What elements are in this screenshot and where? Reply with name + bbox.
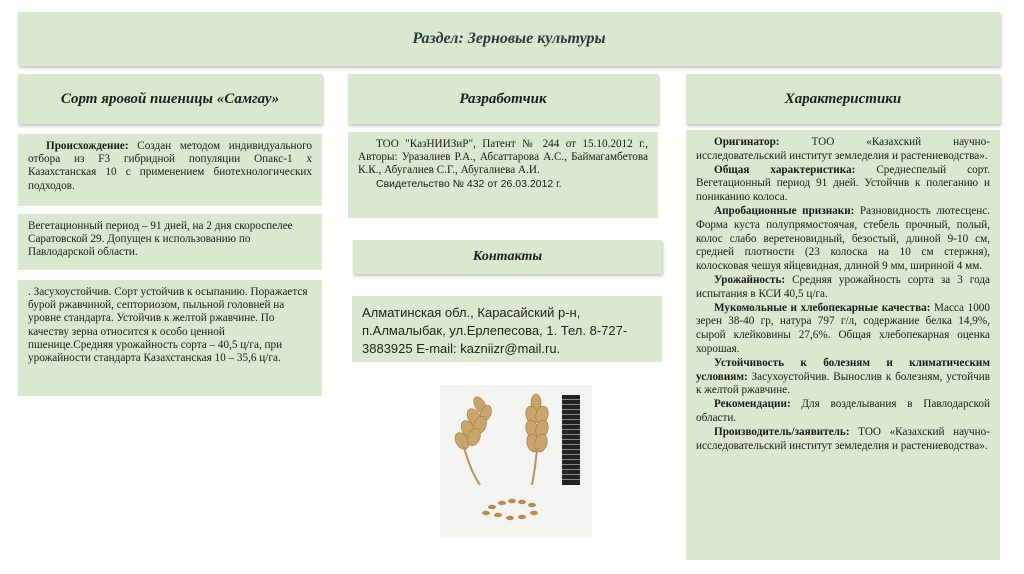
ruler <box>562 395 580 485</box>
characteristic-item: Устойчивость к болезням и климатическим условиям: Засухоустойчив. Вынослив к болезням, устойчив к желтой ржавчине. <box>696 356 990 397</box>
characteristic-item: Урожайность: Средняя урожайность сорта за 3 года испытания в КСИ 40,5 ц/га. <box>696 273 990 300</box>
vegetation-block <box>18 214 322 270</box>
developer-header-text: Разработчик <box>459 90 547 107</box>
variety-header <box>18 74 322 124</box>
section-title <box>18 12 1000 66</box>
characteristics-header <box>686 74 1000 124</box>
section-title-text: Раздел: Зерновые культуры <box>412 30 606 47</box>
contacts-header <box>353 240 662 274</box>
origin-block <box>18 134 322 206</box>
contacts-text: Алматинская обл., Карасайский р-н, п.Алмалыбак, ул.Ерлепесова, 1. Тел. 8-727-3883925 E-mail: kazniizr@mail.ru. <box>362 305 628 356</box>
characteristics-block <box>686 130 1000 560</box>
characteristic-item: Апробационные признаки: Разновидность лютесценс. Форма куста полупрямостоячая, стебель прочный, полый, колос слабо веретеновидный, безостый, длиной 9-10 см, средней плотности (23 колоска на 10 см стержня), колосковая чешуя яйцевидная, длиной 9 мм, шириной 4 мм. <box>696 204 991 273</box>
characteristic-item: Оригинатор: ТОО «Казахский научно-исследовательский институт земледелия и растениеводства». <box>696 136 990 162</box>
wheat-photo <box>440 385 592 537</box>
origin-text: Создан методом индивидуального отбора из F3 гибридной популяции Опакс-1 х Казахстанская 10 с применением биотехнологических подходов. <box>28 140 312 192</box>
developer-header <box>348 74 658 124</box>
characteristic-item: Производитель/заявитель: ТОО «Казахский научно-исследовательский институт земледелия и растениеводства». <box>696 425 990 452</box>
characteristic-item: Мукомольные и хлебопекарные качества: Масса 1000 зерен 38-40 гр, натура 797 г/л, содержание белка 14,9%, сырой клейковины 27,6%. Общая хлебопекарная оценка хорошая. <box>696 301 990 355</box>
properties-text: . Засухоустойчив. Сорт устойчив к осыпанию. Поражается бурой ржавчиной, септориозом, пыльной головней на уровне стандарта. Устойчив к желтой ржавчине. По качеству зерна относится к особо ценной пшенице.Средняя урожайность сорта – 40,5 ц/га, при урожайности стандарта Казахстанская 10 – 35,6 ц/га. <box>28 286 308 365</box>
developer-text: ТОО "КазНИИЗиР", Патент № 244 от 15.10.2012 г., Авторы: Уразалиев Р.А., Абсаттарова А.С., Баймагамбетова К.К., Абугалиев С.Г., Абугалиева А.И. <box>358 138 648 177</box>
vegetation-text: Вегетационный период – 91 дней, на 2 дня скороспелее Саратовской 29. Допущен к использованию по Павлодарской области. <box>28 220 293 259</box>
origin-label: Происхождение: <box>46 140 129 152</box>
variety-header-text: Сорт яровой пшеницы «Самгау» <box>60 90 280 107</box>
characteristic-item: Общая характеристика: Среднеспелый сорт. Вегетационный период 91 дней. Устойчив к полеганию и пониканию колоса. <box>696 163 990 204</box>
characteristics-header-text: Характеристики <box>784 90 902 107</box>
properties-block <box>18 280 322 396</box>
contacts-block <box>352 296 662 362</box>
certificate-text: Свидетельство № 432 от 26.03.2012 г. <box>376 177 562 190</box>
developer-block <box>348 132 658 218</box>
contacts-header-text: Контакты <box>472 249 543 264</box>
characteristic-item: Рекомендации: Для возделывания в Павлодарской области. <box>696 398 990 424</box>
